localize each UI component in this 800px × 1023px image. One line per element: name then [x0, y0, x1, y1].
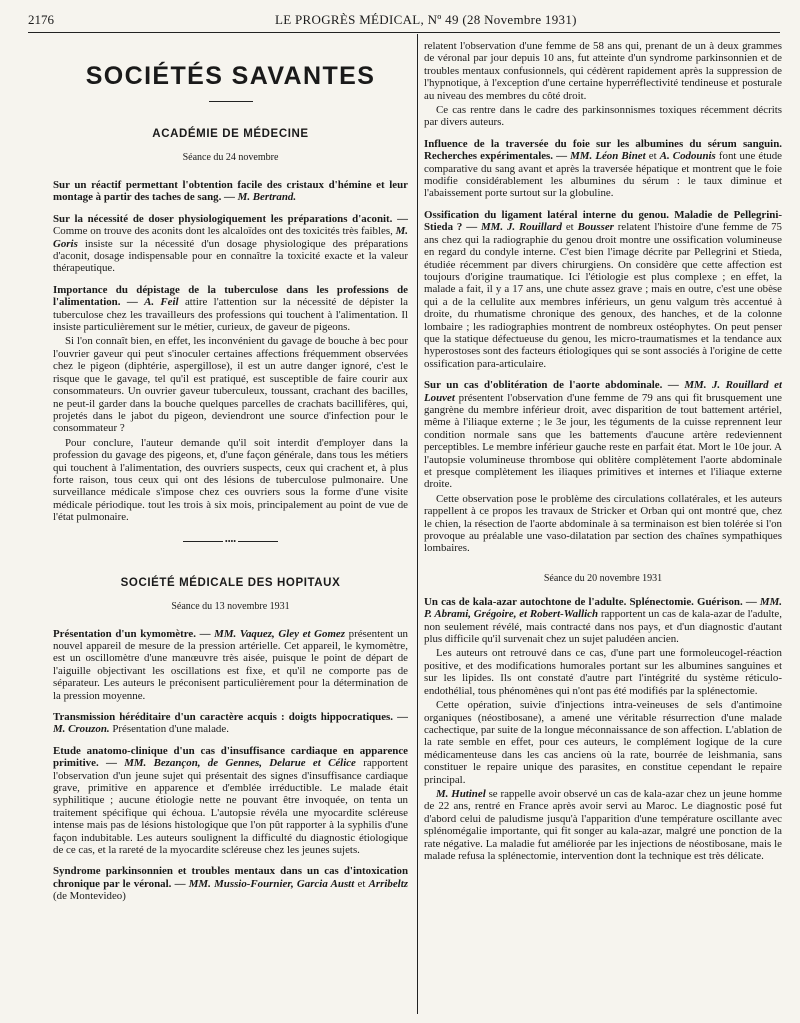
header-rule [28, 32, 780, 33]
seance-date: Séance du 13 novembre 1931 [171, 600, 290, 612]
article-title: Sur la nécessité de doser physiologiquement les préparations d'aconit. — [53, 212, 408, 225]
article-title: Influence de la traversée du foie sur les albumines du sérum sanguin. Recherches expérimentales. — [424, 137, 782, 163]
article-body: rapportent un cas de kala-azar de l'adulte, non seulement révélé, mais contracté dans nos pays, et d'un diagnostic d'autant plus difficile qu'il survenait chez un sujet paludéen ancien. [424, 608, 782, 646]
running-title: LE PROGRÈS MÉDICAL, Nº 49 (28 Novembre 1931) [275, 12, 577, 27]
article-title: Transmission héréditaire d'un caractère acquis : doigts hippocratiques. — [53, 711, 408, 723]
article-body: et [357, 877, 366, 890]
article-kymometre [53, 628, 408, 702]
article-author: MM. Vaquez, Gley et Gomez [214, 627, 345, 640]
article-body: et [648, 150, 657, 163]
article-body: font une étude comparative du sang avant et après la traversée hépatique et montrent que le foie modifie considérablement les albumines du sérum : le taux diminue et l'abaissement porte surtout sur la globuline. [424, 150, 782, 200]
title-rule [209, 101, 253, 102]
article-ossification [424, 209, 782, 370]
article-body: rapportent l'observation d'un jeune sujet qui présentait des signes d'insuffisance cardiaque grave, primitive en apparence et d'emblée irréductible. Le malade était syphilitique ; aucune étiologie nette ne pouvant être invoquée, on tenta un traitement spécifique qui échoua. L'autopsie révéla une myocardite scléreuse intense mais pas de lésions histologique que l'on pût rapporter à la syphilis d'une façon indubitable. Les auteurs soulignent la difficulté du diagnostic étiologique de ce cas, et la rareté de la myocardite scléreuse chez les jeunes sujets. [53, 757, 408, 857]
article-insuffisance [53, 745, 408, 857]
article-paragraph: Cette opération, suivie d'injections intra-veineuses de sels d'antimoine organiques (néostibosane), a amené une véritable résurrection d'une malade cachectique, par suite de la longue méconnaissance de son affection. L'ablation de la rate semble en effet, pour ces auteurs, le complément logique de la cure médicamenteuse dans les cas anciens où la rate, bourrée de leishmania, sans constituer le repaire unique des parasites, en constitue cependant le repaire principal. [424, 699, 782, 786]
article-title: Un cas de kala-azar autochtone de l'adulte. Splénectomie. Guérison. — [424, 595, 757, 608]
section-title: SOCIÉTÉS SAVANTES [85, 62, 376, 90]
article-author: A. Feil [144, 296, 179, 309]
article-body: Présentation d'une malade. [112, 723, 229, 736]
article-title: Sur un réactif permettant l'obtention facile des cristaux d'hémine et leur montage à partir des taches de sang. — [53, 179, 408, 204]
article-author: Bousser [577, 221, 614, 234]
article-body: se rappelle avoir observé un cas de kala-azar chez un jeune homme de 22 ans, rentré en France après avoir servi au Maroc. Le diagnostic posé fut d'abord celui de paludisme jusqu'à l'apparition d'une température oscillante avec splénomégalie importante, qui fit songer au kala-azar, malgré une ponction de la rate négative. La maladie fut améliorée par les injections de néostibosane, mais le malade refusa la splénectomie, intervention dont la technique est très délicate. [424, 787, 782, 862]
seance-date: Séance du 20 novembre 1931 [543, 572, 663, 584]
article-author: M. Crouzon. [53, 723, 110, 736]
article-title: Etude anatomo-clinique d'un cas d'insuffisance cardiaque en apparence primitive. — [53, 744, 408, 770]
article-title: Importance du dépistage de la tuberculose dans les professions de l'alimentation. — [53, 283, 408, 309]
article-aorte [424, 379, 782, 491]
article-paragraph: Cette observation pose le problème des circulations collatérales, et les auteurs rappellent à ce propos les travaux de Stricker et Orban qui ont montré que, chez le chien, la résection de l'aorte abdominale à sa terminaison est bien tolérée si l'on provoque au préalable une vaso-dilatation par section des chaînes sympathiques lombaires. [424, 492, 782, 555]
article-transmission [53, 711, 408, 736]
article-reactif [53, 179, 408, 204]
article-body: relatent l'histoire d'une femme de 75 ans chez qui la radiographie du genou droit montre une ossification volumineuse en regard du condyle interne. C'est bien l'image décrite par Pellegrini et Stieda, étudiée récemment par divers chirurgiens. On considère que cette affection est toujours d'origine traumatique. Ici l'étiologie est plus complexe ; en effet, la malade a fait, il y a 17 ans, une chute assez grave ; mais en outre, c'est une obèse qui a de la cellulite aux membres inférieurs, un genu valgum très accentué à droite, du rhumatisme chronique des genoux, des hanches, et de la colonne lombaire ; les radiographies montrent de nombreux ostéophytes. On peut penser que la statique défectueuse du genou, les micro-traumatismes et la tendance aux hyperostoses sont des facteurs étiologiques qui se sont associés à l'origine de cette ossification para-articulaire. [424, 221, 782, 370]
academie-heading: ACADÉMIE DE MÉDECINE [152, 128, 309, 140]
article-body: Comme on trouve des aconits dont les alcaloïdes ont des toxicités très faibles, [53, 225, 393, 238]
article-author: M. Bertrand. [237, 191, 297, 204]
article-paragraph: Si l'on connaît bien, en effet, les inconvénient du gavage de bouche à bec pour l'ouvrier gaveur qui peut s'inoculer certaines affections fréquemment observées chez le pigeon (diphtérie, aspergillose), il est un autre danger ignoré, c'est le risque que le gavage, tel qu'il est pratiqué, est susceptible de faire courir aux consommateurs. Un ouvrier gaveur tuberculeux, toussant, crachant des bacilles, ne peut-il garder dans la bouche quelques parcelles de crachats bacillifères, qui, projetés dans le jabot du pigeon, deviendront une source d'infection pour le consommateur ? [53, 335, 408, 435]
article-paragraph: Les auteurs ont retrouvé dans ce cas, d'une part une formoleucogel-réaction positive, et des modifications humorales portant sur les albumines sanguines et sur les lipides. Ils ont constaté d'autre part l'intégrité du système réticulo-endothélial, tous phénomènes qui n'ont pas été modifiés par la splénectomie. [424, 647, 782, 697]
article-title: Sur un cas d'oblitération de l'aorte abdominale. — [424, 379, 679, 392]
left-column [53, 40, 408, 1015]
article-author: M. Goris [53, 225, 408, 250]
article-kala-azar [424, 596, 782, 646]
article-author: MM. Bezançon, de Gennes, Delarue et Célice [124, 757, 356, 770]
article-body: présentent l'observation d'une femme de 79 ans qui fit brusquement une gangrène du membre inférieur droit, avec disparition de tout battement artériel, même à l'iliaque externe ; le 3e jour, les téguments de la cuisse reprennent leur condition normale sans que les battements d'aucune artère redeviennent perceptibles. Le membre inférieur gauche reste en parfait état. Mort le 10e jour. A l'autopsie volumineuse thrombose qui oblitère complètement l'aorte abdominale et presque complètement les iliaques primitives et internes et l'iliaque externe droite. [424, 391, 782, 491]
article-author: MM. Léon Binet [570, 150, 646, 163]
column-rule [417, 34, 418, 1014]
article-author: A. Codounis [659, 150, 716, 163]
right-column [424, 40, 782, 1015]
article-body: attire l'attention sur la nécessité de dépister la tuberculose chez les travailleurs des professions qui touchent à l'alimentation. Il insiste particulièrement sur le métier, curieux, de gaveur de pigeons. [53, 296, 408, 334]
article-tuberculose [53, 284, 408, 334]
article-foie [424, 138, 782, 200]
running-header [20, 8, 780, 30]
article-title: Présentation d'un kymomètre. — [53, 627, 211, 640]
article-author: MM. J. Rouillard [481, 221, 562, 234]
article-author: MM. P. Abrami, Grégoire, et Robert-Wallich [424, 595, 782, 621]
article-paragraph: Ce cas rentre dans le cadre des parkinsonnismes toxiques récemment décrits par divers auteurs. [424, 104, 782, 129]
article-author: Arribeltz [368, 877, 408, 890]
hopitaux-heading: SOCIÉTÉ MÉDICALE DES HOPITAUX [120, 576, 341, 589]
article-body: insiste sur la nécessité d'un dosage physiologique des préparations d'aconit, dosage indispensable pour en connaître la toxicité exacte et la valeur thérapeutique. [53, 237, 408, 275]
article-author: MM. Mussio-Fournier, Garcia Austt [188, 877, 355, 890]
article-title: Ossification du ligament latéral interne du genou. Maladie de Pellegrini-Stieda ? — [424, 208, 782, 234]
article-body: présentent un nouvel appareil de mesure de la pression artérielle. Cet appareil, le kymomètre, est un oscillomètre d'une manœuvre très aisée, puisque le point de départ de l'aiguille objectivant les oscillations est fixe, et qu'il ne comporte pas de séparateur. Les auteurs le préconisent particulièrement pour la détermination de la pression moyenne. [53, 627, 408, 702]
article-parkinson [53, 865, 408, 902]
article-body: et [565, 221, 574, 234]
article-paragraph: Pour conclure, l'auteur demande qu'il soit interdit d'employer dans la profession du gavage des pigeons, et, d'une façon générale, dans tous les métiers qui touchent à l'alimentation, des ouvriers suspects, ceux qui crachent et, à plus forte raison, tous ceux qui ont des lésions de tuberculose pulmonaire. Une surveillance médicale s'impose chez ces ouvriers sous la forme d'une visite médicale périodique. tout les trois à six mois, principalement au point de vue de l'état pulmonaire. [53, 436, 408, 524]
article-title: Syndrome parkinsonnien et troubles mentaux dans un cas d'intoxication chronique par le véronal. — [53, 865, 408, 890]
seance-date: Séance du 24 novembre [182, 152, 279, 163]
article-hutinel [424, 788, 782, 862]
article-body: (de Montevideo) [53, 890, 126, 903]
article-aconit [53, 213, 408, 275]
article-paragraph: relatent l'observation d'une femme de 58 ans qui, prenant de un à deux grammes de véronal par jour depuis 10 ans, fut atteinte d'un syndrome parkinsonnien et de troubles mentaux confusionnels, qui cédèrent rapidement après la suppression de l'hypnotique, à l'exception d'une certaine hyperréflectivité tendineuse et posturale au niveau des membres du côté droit. [424, 40, 782, 102]
article-author: MM. J. Rouillard et Louvet [424, 379, 782, 404]
section-ornament: •••• [53, 536, 408, 547]
page-number: 2176 [28, 12, 54, 27]
article-author: M. Hutinel [436, 787, 486, 800]
